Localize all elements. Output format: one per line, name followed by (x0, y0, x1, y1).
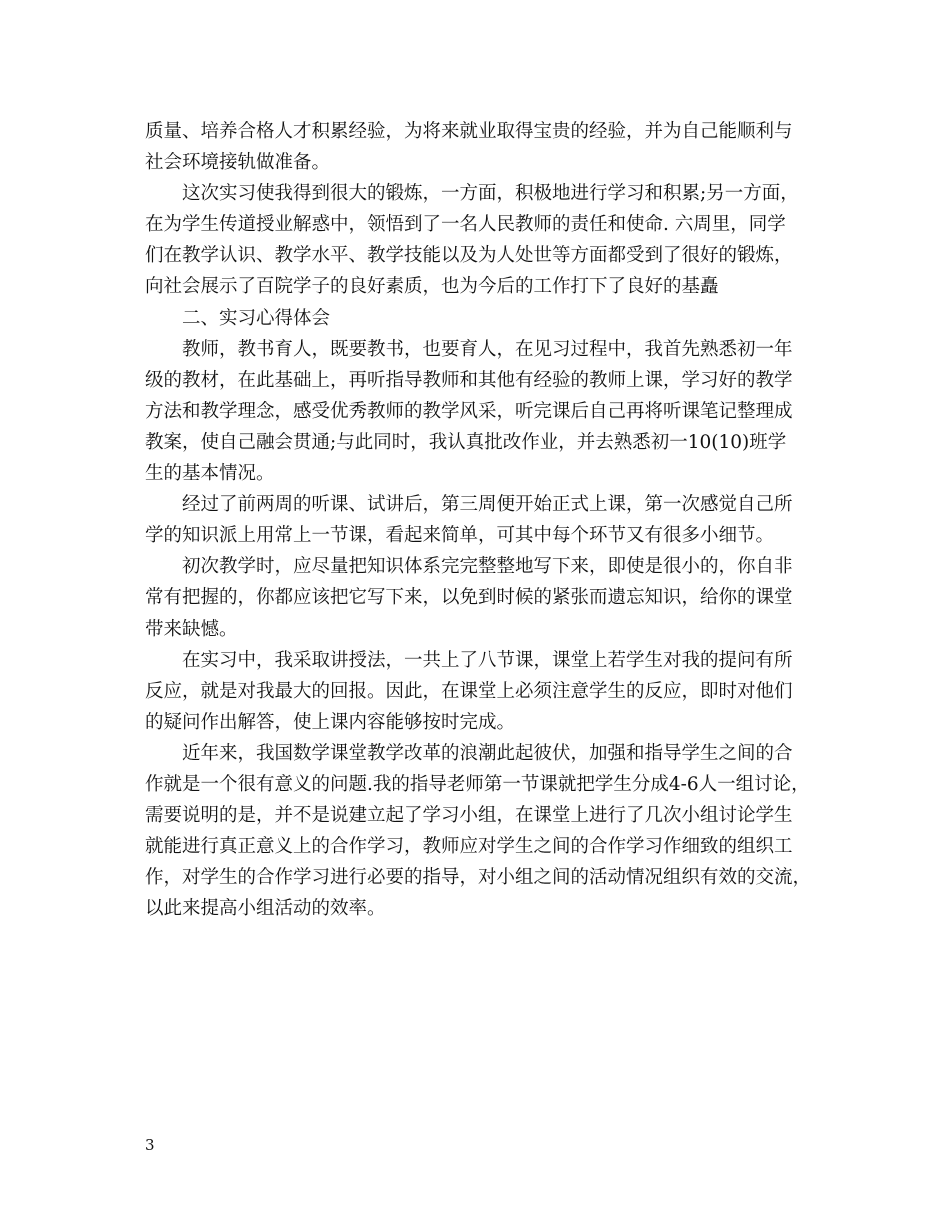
text-line: 常有把握的，你都应该把它写下来，以免到时候的紧张而遗忘知识，给你的课堂 (145, 587, 793, 609)
text-line: 教案，使自己融会贯通;与此同时，我认真批改作业，并去熟悉初一10(10)班学 (145, 431, 787, 453)
page-number: 3 (145, 1136, 155, 1154)
text-line: 的疑问作出解答，使上课内容能够按时完成。 (145, 711, 516, 733)
paragraph-teacher-role (145, 334, 813, 489)
text-line: 质量、培养合格人才积累经验，为将来就业取得宝贵的经验，并为自己能顺利与 (145, 121, 793, 142)
section-heading (145, 303, 813, 334)
paragraph-lecture-method (145, 645, 813, 738)
paragraph-continuation (145, 116, 813, 178)
paragraph-internship-experience (145, 178, 813, 302)
text-line: 经过了前两周的听课、试讲后，第三周便开始正式上课，第一次感觉自己所 (182, 494, 793, 516)
text-line: 需要说明的是，并不是说建立起了学习小组，在课堂上进行了几次小组讨论学生 (145, 805, 793, 827)
paragraph-first-teaching (145, 551, 813, 644)
text-line: 向社会展示了百院学子的良好素质，也为今后的工作打下了良好的基矗 (145, 276, 719, 298)
text-line: 社会环境接轨做准备。 (145, 152, 331, 174)
text-line: 这次实习使我得到很大的锻炼，一方面，积极地进行学习和积累;另一方面， (182, 183, 799, 205)
text-line: 作，对学生的合作学习进行必要的指导，对小组之间的活动情况组织有效的交流， (145, 867, 812, 889)
text-line: 生的基本情况。 (145, 463, 275, 485)
body-text (145, 116, 813, 924)
text-line: 作就是一个很有意义的问题.我的指导老师第一节课就把学生分成4-6人一组讨论， (145, 773, 810, 795)
text-line: 级的教材，在此基础上，再听指导教师和其他有经验的教师上课，学习好的教学 (145, 369, 793, 391)
text-line: 就能进行真正意义上的合作学习，教师应对学生之间的合作学习作细致的组织工 (145, 836, 793, 858)
text-line: 们在教学认识、教学水平、教学技能以及为人处世等方面都受到了很好的锻炼， (145, 245, 793, 267)
text-line: 在实习中，我采取讲授法，一共上了八节课，课堂上若学生对我的提问有所 (182, 649, 793, 671)
text-line: 方法和教学理念，感受优秀教师的教学风采，听完课后自己再将听课笔记整理成 (145, 400, 793, 422)
paragraph-cooperative-learning (145, 738, 813, 925)
paragraph-first-class (145, 489, 813, 551)
text-line: 在为学生传道授业解惑中，领悟到了一名人民教师的责任和使命. 六周里，同学 (145, 214, 786, 236)
text-line: 教师，教书育人，既要教书，也要育人，在见习过程中，我首先熟悉初一年 (182, 338, 793, 360)
text-line: 近年来，我国数学课堂教学改革的浪潮此起彼伏，加强和指导学生之间的合 (182, 742, 793, 764)
text-line: 初次教学时，应尽量把知识体系完完整整地写下来，即使是很小的，你自非 (182, 556, 793, 578)
text-line: 学的知识派上用常上一节课，看起来简单，可其中每个环节又有很多小细节。 (145, 525, 775, 547)
text-line: 以此来提高小组活动的效率。 (145, 898, 386, 920)
heading-text: 二、实习心得体会 (182, 307, 331, 329)
text-line: 带来缺憾。 (145, 618, 238, 640)
text-line: 反应，就是对我最大的回报。因此，在课堂上必须注意学生的反应，即时对他们 (145, 680, 793, 702)
